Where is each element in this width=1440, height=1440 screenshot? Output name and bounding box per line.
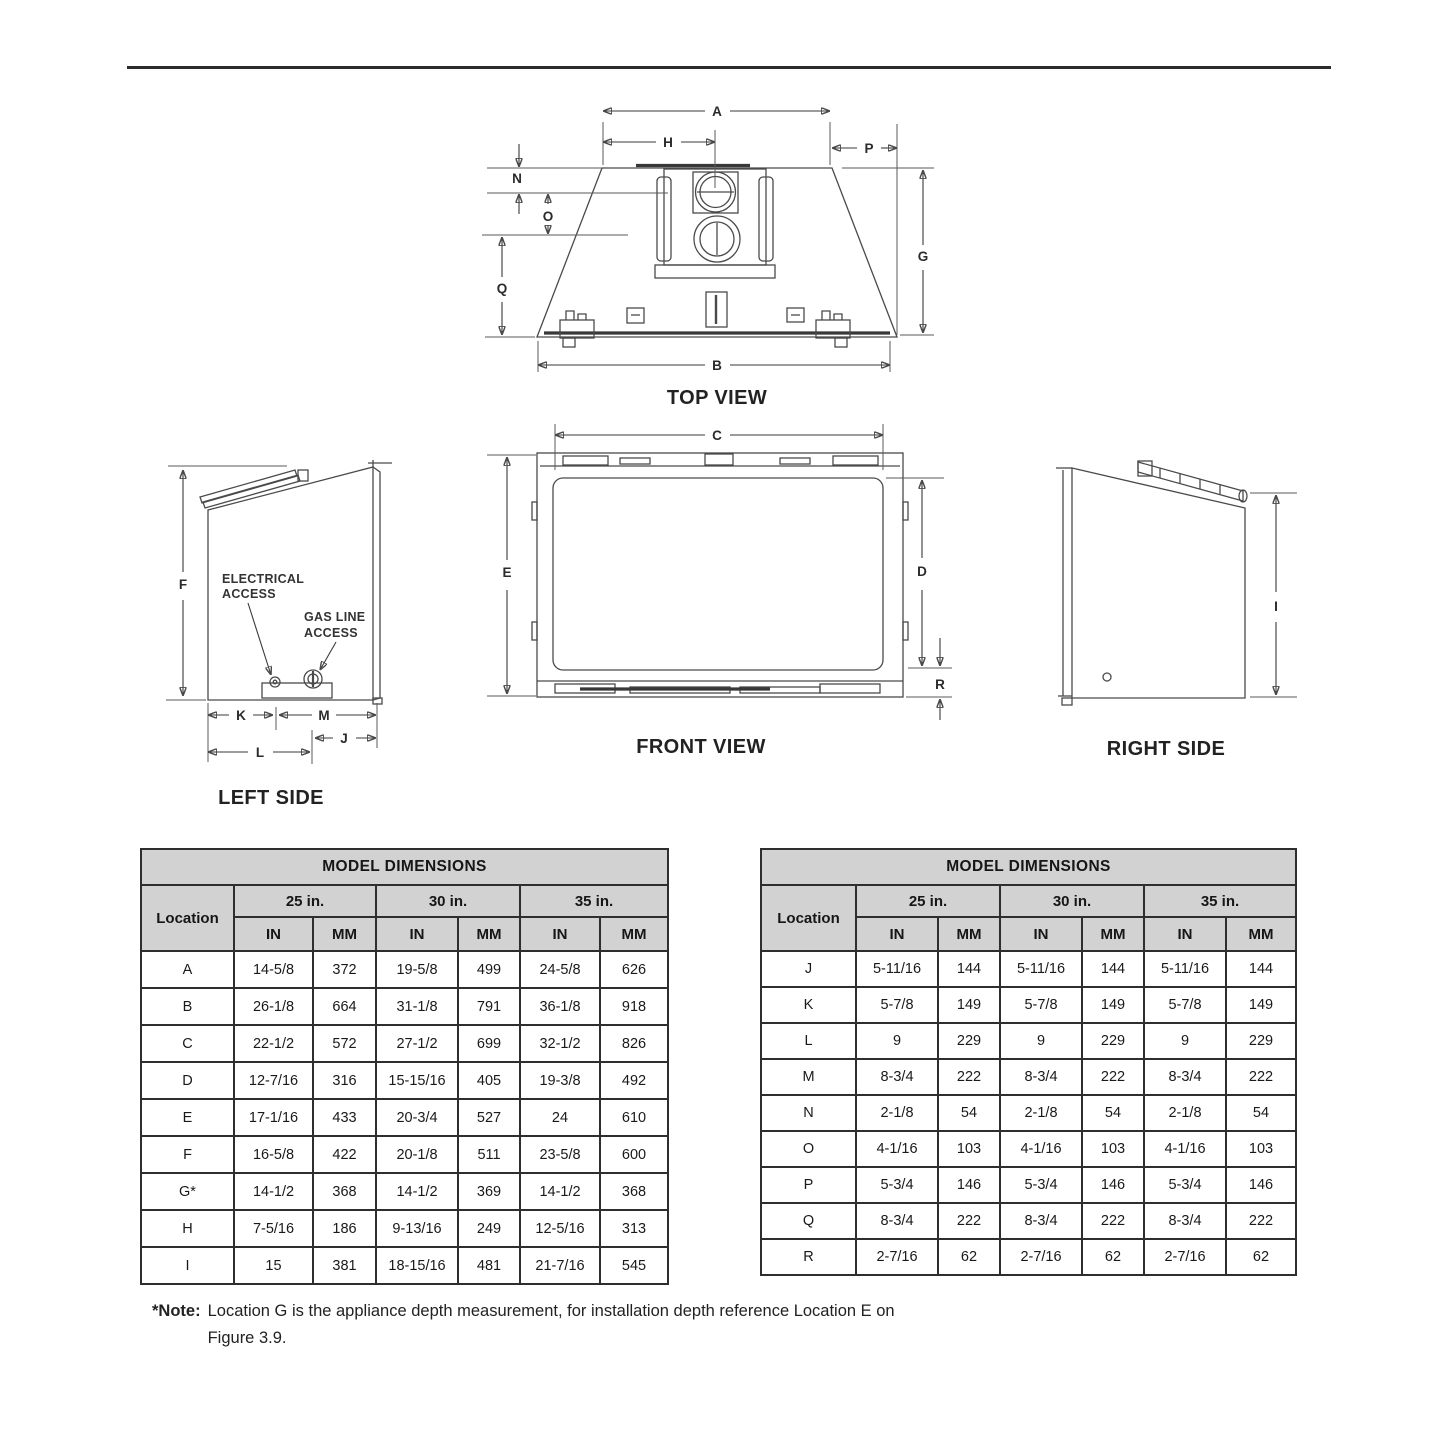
value-cell: 8-3/4 bbox=[856, 1059, 938, 1095]
value-cell: 5-11/16 bbox=[1144, 951, 1226, 987]
footnote bbox=[152, 1298, 1212, 1352]
value-cell: 791 bbox=[458, 988, 520, 1025]
location-cell: B bbox=[141, 988, 234, 1025]
dim-label-g: G bbox=[917, 249, 929, 264]
value-cell: 24 bbox=[520, 1099, 600, 1136]
value-cell: 481 bbox=[458, 1247, 520, 1284]
table-row bbox=[761, 987, 1296, 1023]
value-cell: 103 bbox=[1082, 1131, 1144, 1167]
dim-label-b: B bbox=[712, 358, 722, 373]
location-cell: D bbox=[141, 1062, 234, 1099]
value-cell: 826 bbox=[600, 1025, 668, 1062]
value-cell: 8-3/4 bbox=[1000, 1059, 1082, 1095]
footnote-label: *Note: bbox=[152, 1302, 201, 1320]
front-view-dimensions bbox=[487, 424, 952, 720]
value-cell: 9-13/16 bbox=[376, 1210, 458, 1247]
value-cell: 62 bbox=[1226, 1239, 1296, 1275]
value-cell: 7-5/16 bbox=[234, 1210, 313, 1247]
value-cell: 26-1/8 bbox=[234, 988, 313, 1025]
value-cell: 545 bbox=[600, 1247, 668, 1284]
value-cell: 103 bbox=[1226, 1131, 1296, 1167]
value-cell: 144 bbox=[938, 951, 1000, 987]
glass-opening bbox=[553, 478, 883, 670]
value-cell: 229 bbox=[1226, 1023, 1296, 1059]
value-cell: 610 bbox=[600, 1099, 668, 1136]
value-cell: 2-7/16 bbox=[1144, 1239, 1226, 1275]
value-cell: 20-1/8 bbox=[376, 1136, 458, 1173]
value-cell: 12-7/16 bbox=[234, 1062, 313, 1099]
table-row bbox=[761, 1095, 1296, 1131]
unit-header-mm: MM bbox=[458, 917, 520, 951]
table-row bbox=[761, 1059, 1296, 1095]
location-cell: A bbox=[141, 951, 234, 988]
location-cell: C bbox=[141, 1025, 234, 1062]
model-dimensions-table-right bbox=[760, 848, 1297, 1276]
value-cell: 4-1/16 bbox=[1000, 1131, 1082, 1167]
dim-label-i: I bbox=[1274, 599, 1278, 614]
value-cell: 368 bbox=[313, 1173, 376, 1210]
dim-label-m: M bbox=[318, 708, 330, 723]
value-cell: 4-1/16 bbox=[1144, 1131, 1226, 1167]
value-cell: 918 bbox=[600, 988, 668, 1025]
unit-header-mm: MM bbox=[1226, 917, 1296, 951]
size-header-25: 25 in. bbox=[234, 885, 376, 917]
side-knockout-hole bbox=[1103, 673, 1111, 681]
value-cell: 16-5/8 bbox=[234, 1136, 313, 1173]
value-cell: 31-1/8 bbox=[376, 988, 458, 1025]
unit-header-in: IN bbox=[1144, 917, 1226, 951]
right-side-drawing bbox=[1010, 430, 1330, 790]
value-cell: 9 bbox=[856, 1023, 938, 1059]
value-cell: 54 bbox=[1082, 1095, 1144, 1131]
table-row bbox=[141, 1173, 668, 1210]
location-cell: N bbox=[761, 1095, 856, 1131]
value-cell: 4-1/16 bbox=[856, 1131, 938, 1167]
dim-label-a: A bbox=[712, 104, 722, 119]
value-cell: 405 bbox=[458, 1062, 520, 1099]
size-header-25: 25 in. bbox=[856, 885, 1000, 917]
value-cell: 149 bbox=[1082, 987, 1144, 1023]
value-cell: 5-11/16 bbox=[1000, 951, 1082, 987]
unit-header-mm: MM bbox=[1082, 917, 1144, 951]
value-cell: 62 bbox=[1082, 1239, 1144, 1275]
top-view-drawing bbox=[460, 80, 1000, 420]
right-side-dimensions bbox=[1250, 493, 1297, 697]
value-cell: 664 bbox=[313, 988, 376, 1025]
table-row bbox=[141, 1099, 668, 1136]
access-callouts bbox=[222, 572, 365, 688]
value-cell: 222 bbox=[1082, 1203, 1144, 1239]
value-cell: 222 bbox=[938, 1203, 1000, 1239]
value-cell: 9 bbox=[1000, 1023, 1082, 1059]
left-side-caption: LEFT SIDE bbox=[218, 787, 324, 809]
unit-header-in: IN bbox=[520, 917, 600, 951]
value-cell: 626 bbox=[600, 951, 668, 988]
value-cell: 20-3/4 bbox=[376, 1099, 458, 1136]
location-cell: J bbox=[761, 951, 856, 987]
value-cell: 572 bbox=[313, 1025, 376, 1062]
value-cell: 492 bbox=[600, 1062, 668, 1099]
gas-access-label-line1: GAS LINE bbox=[304, 610, 366, 624]
value-cell: 144 bbox=[1082, 951, 1144, 987]
unit-header-in: IN bbox=[376, 917, 458, 951]
value-cell: 27-1/2 bbox=[376, 1025, 458, 1062]
dim-label-l: L bbox=[255, 745, 265, 760]
table-row bbox=[761, 1023, 1296, 1059]
table-title: MODEL DIMENSIONS bbox=[761, 849, 1296, 885]
dim-label-f: F bbox=[178, 577, 188, 592]
electrical-access-label-line1: ELECTRICAL bbox=[222, 572, 305, 586]
dim-label-q: Q bbox=[496, 281, 508, 296]
value-cell: 249 bbox=[458, 1210, 520, 1247]
unit-header-mm: MM bbox=[600, 917, 668, 951]
value-cell: 36-1/8 bbox=[520, 988, 600, 1025]
table-row bbox=[761, 1131, 1296, 1167]
value-cell: 24-5/8 bbox=[520, 951, 600, 988]
value-cell: 15-15/16 bbox=[376, 1062, 458, 1099]
dim-label-j: J bbox=[340, 731, 348, 746]
location-cell: Q bbox=[761, 1203, 856, 1239]
value-cell: 186 bbox=[313, 1210, 376, 1247]
table-row bbox=[761, 1203, 1296, 1239]
unit-header-in: IN bbox=[234, 917, 313, 951]
table-row bbox=[141, 1025, 668, 1062]
value-cell: 54 bbox=[1226, 1095, 1296, 1131]
front-view-body bbox=[532, 453, 908, 697]
value-cell: 149 bbox=[938, 987, 1000, 1023]
table-row bbox=[141, 1247, 668, 1284]
location-cell: I bbox=[141, 1247, 234, 1284]
value-cell: 12-5/16 bbox=[520, 1210, 600, 1247]
left-side-drawing bbox=[140, 430, 460, 820]
value-cell: 600 bbox=[600, 1136, 668, 1173]
table-title: MODEL DIMENSIONS bbox=[141, 849, 668, 885]
value-cell: 222 bbox=[938, 1059, 1000, 1095]
value-cell: 2-1/8 bbox=[1000, 1095, 1082, 1131]
table-row bbox=[141, 1062, 668, 1099]
value-cell: 511 bbox=[458, 1136, 520, 1173]
value-cell: 2-7/16 bbox=[856, 1239, 938, 1275]
gas-access-label-line2: ACCESS bbox=[304, 626, 358, 640]
value-cell: 229 bbox=[1082, 1023, 1144, 1059]
value-cell: 19-3/8 bbox=[520, 1062, 600, 1099]
table-row bbox=[141, 951, 668, 988]
location-cell: O bbox=[761, 1131, 856, 1167]
value-cell: 2-1/8 bbox=[856, 1095, 938, 1131]
location-cell: M bbox=[761, 1059, 856, 1095]
value-cell: 222 bbox=[1226, 1203, 1296, 1239]
value-cell: 381 bbox=[313, 1247, 376, 1284]
value-cell: 5-3/4 bbox=[856, 1167, 938, 1203]
value-cell: 144 bbox=[1226, 951, 1296, 987]
value-cell: 8-3/4 bbox=[1144, 1203, 1226, 1239]
value-cell: 2-1/8 bbox=[1144, 1095, 1226, 1131]
dim-label-n: N bbox=[512, 171, 522, 186]
location-cell: G* bbox=[141, 1173, 234, 1210]
value-cell: 313 bbox=[600, 1210, 668, 1247]
value-cell: 146 bbox=[938, 1167, 1000, 1203]
front-view-drawing bbox=[470, 410, 970, 770]
value-cell: 5-7/8 bbox=[1000, 987, 1082, 1023]
location-cell: E bbox=[141, 1099, 234, 1136]
front-view-caption: FRONT VIEW bbox=[636, 736, 766, 758]
location-cell: F bbox=[141, 1136, 234, 1173]
value-cell: 222 bbox=[1226, 1059, 1296, 1095]
value-cell: 15 bbox=[234, 1247, 313, 1284]
table-row bbox=[761, 1167, 1296, 1203]
mounting-brackets bbox=[560, 292, 850, 347]
value-cell: 8-3/4 bbox=[856, 1203, 938, 1239]
value-cell: 17-1/16 bbox=[234, 1099, 313, 1136]
value-cell: 146 bbox=[1082, 1167, 1144, 1203]
value-cell: 103 bbox=[938, 1131, 1000, 1167]
dim-label-k: K bbox=[236, 708, 246, 723]
value-cell: 14-5/8 bbox=[234, 951, 313, 988]
dim-label-p: P bbox=[864, 141, 874, 156]
value-cell: 5-11/16 bbox=[856, 951, 938, 987]
value-cell: 5-7/8 bbox=[856, 987, 938, 1023]
page-top-rule bbox=[127, 66, 1331, 69]
value-cell: 5-7/8 bbox=[1144, 987, 1226, 1023]
table-row bbox=[141, 988, 668, 1025]
value-cell: 14-1/2 bbox=[520, 1173, 600, 1210]
value-cell: 527 bbox=[458, 1099, 520, 1136]
value-cell: 222 bbox=[1082, 1059, 1144, 1095]
location-cell: H bbox=[141, 1210, 234, 1247]
dim-label-r: R bbox=[935, 677, 945, 692]
location-header: Location bbox=[141, 885, 234, 951]
value-cell: 21-7/16 bbox=[520, 1247, 600, 1284]
value-cell: 146 bbox=[1226, 1167, 1296, 1203]
value-cell: 62 bbox=[938, 1239, 1000, 1275]
size-header-30: 30 in. bbox=[376, 885, 520, 917]
electrical-access-label-line2: ACCESS bbox=[222, 587, 276, 601]
dim-label-h: H bbox=[663, 135, 673, 150]
size-header-30: 30 in. bbox=[1000, 885, 1144, 917]
value-cell: 8-3/4 bbox=[1000, 1203, 1082, 1239]
value-cell: 14-1/2 bbox=[376, 1173, 458, 1210]
location-cell: K bbox=[761, 987, 856, 1023]
value-cell: 372 bbox=[313, 951, 376, 988]
value-cell: 32-1/2 bbox=[520, 1025, 600, 1062]
location-cell: R bbox=[761, 1239, 856, 1275]
model-dimensions-table-left bbox=[140, 848, 669, 1285]
right-side-body bbox=[1056, 461, 1247, 705]
location-header: Location bbox=[761, 885, 856, 951]
unit-header-mm: MM bbox=[938, 917, 1000, 951]
value-cell: 22-1/2 bbox=[234, 1025, 313, 1062]
table-row bbox=[761, 1239, 1296, 1275]
value-cell: 14-1/2 bbox=[234, 1173, 313, 1210]
value-cell: 368 bbox=[600, 1173, 668, 1210]
dim-label-c: C bbox=[712, 428, 722, 443]
footnote-line2: Figure 3.9. bbox=[207, 1329, 287, 1348]
size-header-35: 35 in. bbox=[520, 885, 668, 917]
value-cell: 19-5/8 bbox=[376, 951, 458, 988]
location-cell: P bbox=[761, 1167, 856, 1203]
value-cell: 9 bbox=[1144, 1023, 1226, 1059]
dim-label-e: E bbox=[502, 565, 512, 580]
electrical-access-hole bbox=[270, 677, 280, 687]
value-cell: 422 bbox=[313, 1136, 376, 1173]
footnote-text bbox=[208, 1298, 895, 1352]
value-cell: 18-15/16 bbox=[376, 1247, 458, 1284]
value-cell: 369 bbox=[458, 1173, 520, 1210]
table-row bbox=[761, 951, 1296, 987]
dim-label-d: D bbox=[917, 564, 927, 579]
unit-header-in: IN bbox=[856, 917, 938, 951]
value-cell: 54 bbox=[938, 1095, 1000, 1131]
value-cell: 316 bbox=[313, 1062, 376, 1099]
value-cell: 5-3/4 bbox=[1000, 1167, 1082, 1203]
value-cell: 229 bbox=[938, 1023, 1000, 1059]
value-cell: 699 bbox=[458, 1025, 520, 1062]
top-view-caption: TOP VIEW bbox=[666, 387, 768, 409]
right-side-caption: RIGHT SIDE bbox=[1106, 738, 1226, 760]
table-row bbox=[141, 1136, 668, 1173]
value-cell: 499 bbox=[458, 951, 520, 988]
unit-header-mm: MM bbox=[313, 917, 376, 951]
table-row bbox=[141, 1210, 668, 1247]
unit-header-in: IN bbox=[1000, 917, 1082, 951]
value-cell: 5-3/4 bbox=[1144, 1167, 1226, 1203]
value-cell: 8-3/4 bbox=[1144, 1059, 1226, 1095]
dim-label-o: O bbox=[542, 209, 554, 224]
value-cell: 23-5/8 bbox=[520, 1136, 600, 1173]
value-cell: 2-7/16 bbox=[1000, 1239, 1082, 1275]
value-cell: 149 bbox=[1226, 987, 1296, 1023]
size-header-35: 35 in. bbox=[1144, 885, 1296, 917]
location-cell: L bbox=[761, 1023, 856, 1059]
value-cell: 433 bbox=[313, 1099, 376, 1136]
footnote-line1: Location G is the appliance depth measurement, for installation depth reference Location E on bbox=[207, 1302, 895, 1320]
